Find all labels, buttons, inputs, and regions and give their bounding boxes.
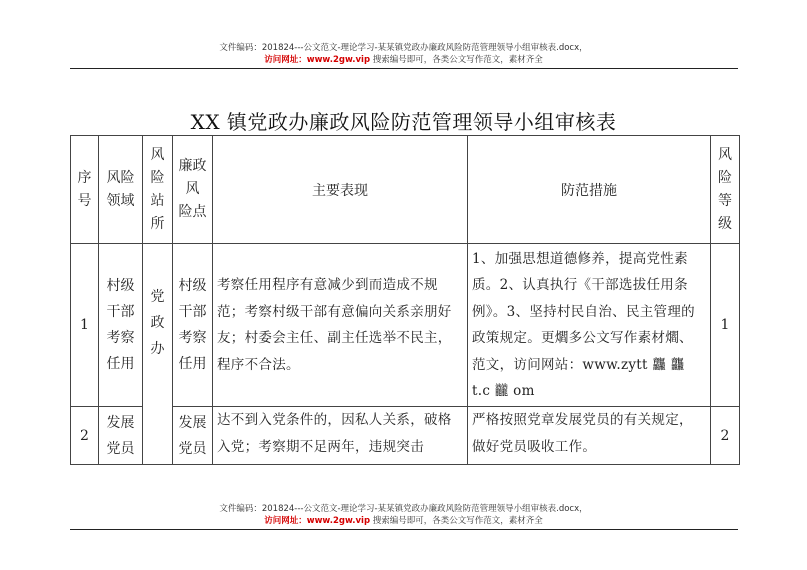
col-domain-header: 风险 领域 [99, 136, 143, 244]
table-row [71, 244, 740, 407]
header-site-link[interactable]: 访问网址：www.2gw.vip [264, 55, 371, 65]
footer-site-link[interactable]: 访问网址：www.2gw.vip [264, 516, 371, 526]
footer-site-note: 搜索编号即可，各类公文写作范文，素材齐全 [372, 516, 543, 526]
table-header-row [71, 136, 740, 244]
row1-point: 村级 干部 考察 任用 [173, 244, 213, 407]
row1-domain: 村级 干部 考察 任用 [99, 244, 143, 407]
col-point-header: 廉政 风 险点 [173, 136, 213, 244]
row1-level: 1 [711, 244, 740, 407]
header-rule [70, 68, 738, 69]
footer-rule [70, 529, 738, 530]
col-main-header: 主要表现 [213, 136, 468, 244]
page-title: XX 镇党政办廉政风险防范管理领导小组审核表 [190, 110, 617, 134]
header-site-note: 搜索编号即可，各类公文写作范文，素材齐全 [372, 55, 543, 65]
col-level-header: 风 险 等 级 [711, 136, 740, 244]
review-table [70, 135, 740, 465]
header-doc-line: 文件编码：201824---公文范文-理论学习-某某镇党政办廉政风险防范管理领导小组审核表.docx， [219, 43, 588, 53]
row2-measures: 严格按照党章发展党员的有关规定，做好党员吸收工作。 [468, 407, 711, 465]
row2-main: 达不到入党条件的，因私人关系，破格入党；考察期不足两年，违规突击 [213, 407, 468, 465]
col-measures-header: 防范措施 [468, 136, 711, 244]
col-station-header: 风 险 站 所 [143, 136, 173, 244]
header-site-line [0, 54, 807, 66]
station-merged-cell: 党 政 办 [143, 244, 173, 465]
row2-point: 发展 党员 [173, 407, 213, 465]
col-seq-header: 序 号 [71, 136, 99, 244]
page-footer [0, 503, 807, 527]
page-header [0, 42, 807, 66]
row2-level: 2 [711, 407, 740, 465]
footer-doc-line: 文件编码：201824---公文范文-理论学习-某某镇党政办廉政风险防范管理领导小组审核表.docx， [219, 504, 588, 514]
row1-seq: 1 [71, 244, 99, 407]
row1-measures: 1、加强思想道德修养，提高党性素质。2、认真执行《干部选拔任用条例》。3、坚持村民自治、民主管理的政策规定。更爓多公文写作素材爓、范文，访问网站：www.zytt 龘 龘 t.c 龖 om [468, 244, 711, 407]
footer-site-line [0, 515, 807, 527]
row1-main: 考察任用程序有意减少到而造成不规范；考察村级干部有意偏向关系亲朋好友；村委会主任、副主任选举不民主，程序不合法。 [213, 244, 468, 407]
row2-seq: 2 [71, 407, 99, 465]
row2-domain: 发展 党员 [99, 407, 143, 465]
